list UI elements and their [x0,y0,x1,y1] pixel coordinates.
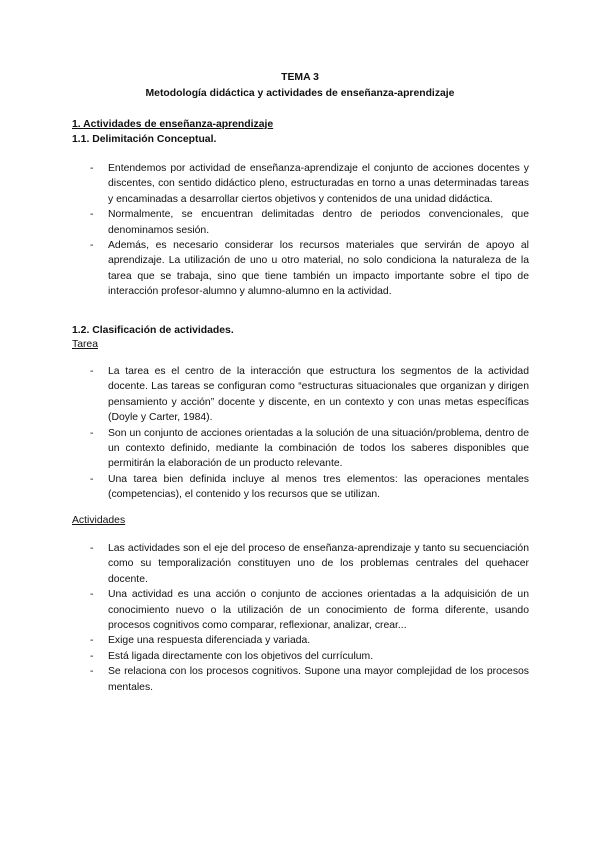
tema-title: TEMA 3 [281,72,319,83]
document-subtitle: Metodología didáctica y actividades de enseñanza-aprendizaje [145,88,455,99]
list-item: - Las actividades son el eje del proceso de enseñanza-aprendizaje y tanto su secuenciación como su temporalización constituyen uno de los problemas centrales del quehacer docente. [90,543,529,585]
bullet-dash: - [90,209,94,221]
list-item: - Está ligada directamente con los objetivos del currículum. [0,649,600,664]
bullet-dash: - [90,650,94,662]
section-1-heading: 1. Actividades de enseñanza-aprendizaje [72,119,274,130]
actividades-heading: Actividades [72,515,126,526]
list-item: - Normalmente, se encuentran delimitadas dentro de periodos convencionales, que denominamos sesión. [90,209,529,236]
list-item: - Se relaciona con los procesos cognitivos. Supone una mayor complejidad de los procesos mentales. [90,666,529,693]
bullet-dash: - [90,163,94,174]
bullet-dash: - [90,635,94,647]
list-item: - Son un conjunto de acciones orientadas a la solución de una situación/problema, dentro de un contexto definido, mediante la combinación de todos los saberes disponibles que permitirán la elaboración de un producto relevante. [90,427,529,470]
conceptual-list [0,161,600,300]
list-item: - Exige una respuesta diferenciada y variada. [0,633,600,648]
tarea-list [0,364,600,503]
list-item: - Una tarea bien definida incluye al menos tres elementos: las operaciones mentales (competencias), el contenido y los recursos que se utilizan. [90,473,529,501]
bullet-dash: - [90,240,94,252]
bullet-dash: - [90,366,94,377]
actividades-list [0,541,600,695]
list-item: - Una actividad es una acción o conjunto de acciones orientadas a la adquisición de un conocimiento nuevo o la utilización de un conocimiento de forma diferente, usando procesos cognitivos como comparar, reflexionar, analizar, crear... [90,589,529,632]
section-1-2-heading: 1.2. Clasificación de actividades. [72,325,234,336]
section-1-1-heading: 1.1. Delimitación Conceptual. [72,134,217,145]
bullet-dash: - [90,427,94,439]
bullet-dash: - [90,543,94,554]
tarea-heading: Tarea [72,339,98,350]
list-item: - La tarea es el centro de la interacción que estructura los segmentos de la actividad docente. Las tareas se configuran como “estructuras situacionales que organizan y dirigen pensamiento y acción” docente y discente, en un contexto y con unas metas específicas (Doyle y Carter, 1984). [90,366,529,424]
bullet-dash: - [90,666,94,678]
bullet-dash: - [90,473,94,485]
list-item: - Además, es necesario considerar los recursos materiales que servirán de apoyo al aprendizaje. La utilización de uno u otro material, no solo condiciona la naturaleza de la tarea que se trabaja, sino que tiene también un impacto importante sobre el tipo de interacción profesor-alumno y alumno-alumno en la actividad. [90,240,529,298]
bullet-dash: - [90,589,94,601]
list-item: - Entendemos por actividad de enseñanza-aprendizaje el conjunto de acciones docentes y discentes, con sentido didáctico pleno, estructuradas en torno a unas determinadas tareas y encaminadas a desarrollar ciertos objetivos y contenidos de una unidad didáctica. [90,163,529,205]
